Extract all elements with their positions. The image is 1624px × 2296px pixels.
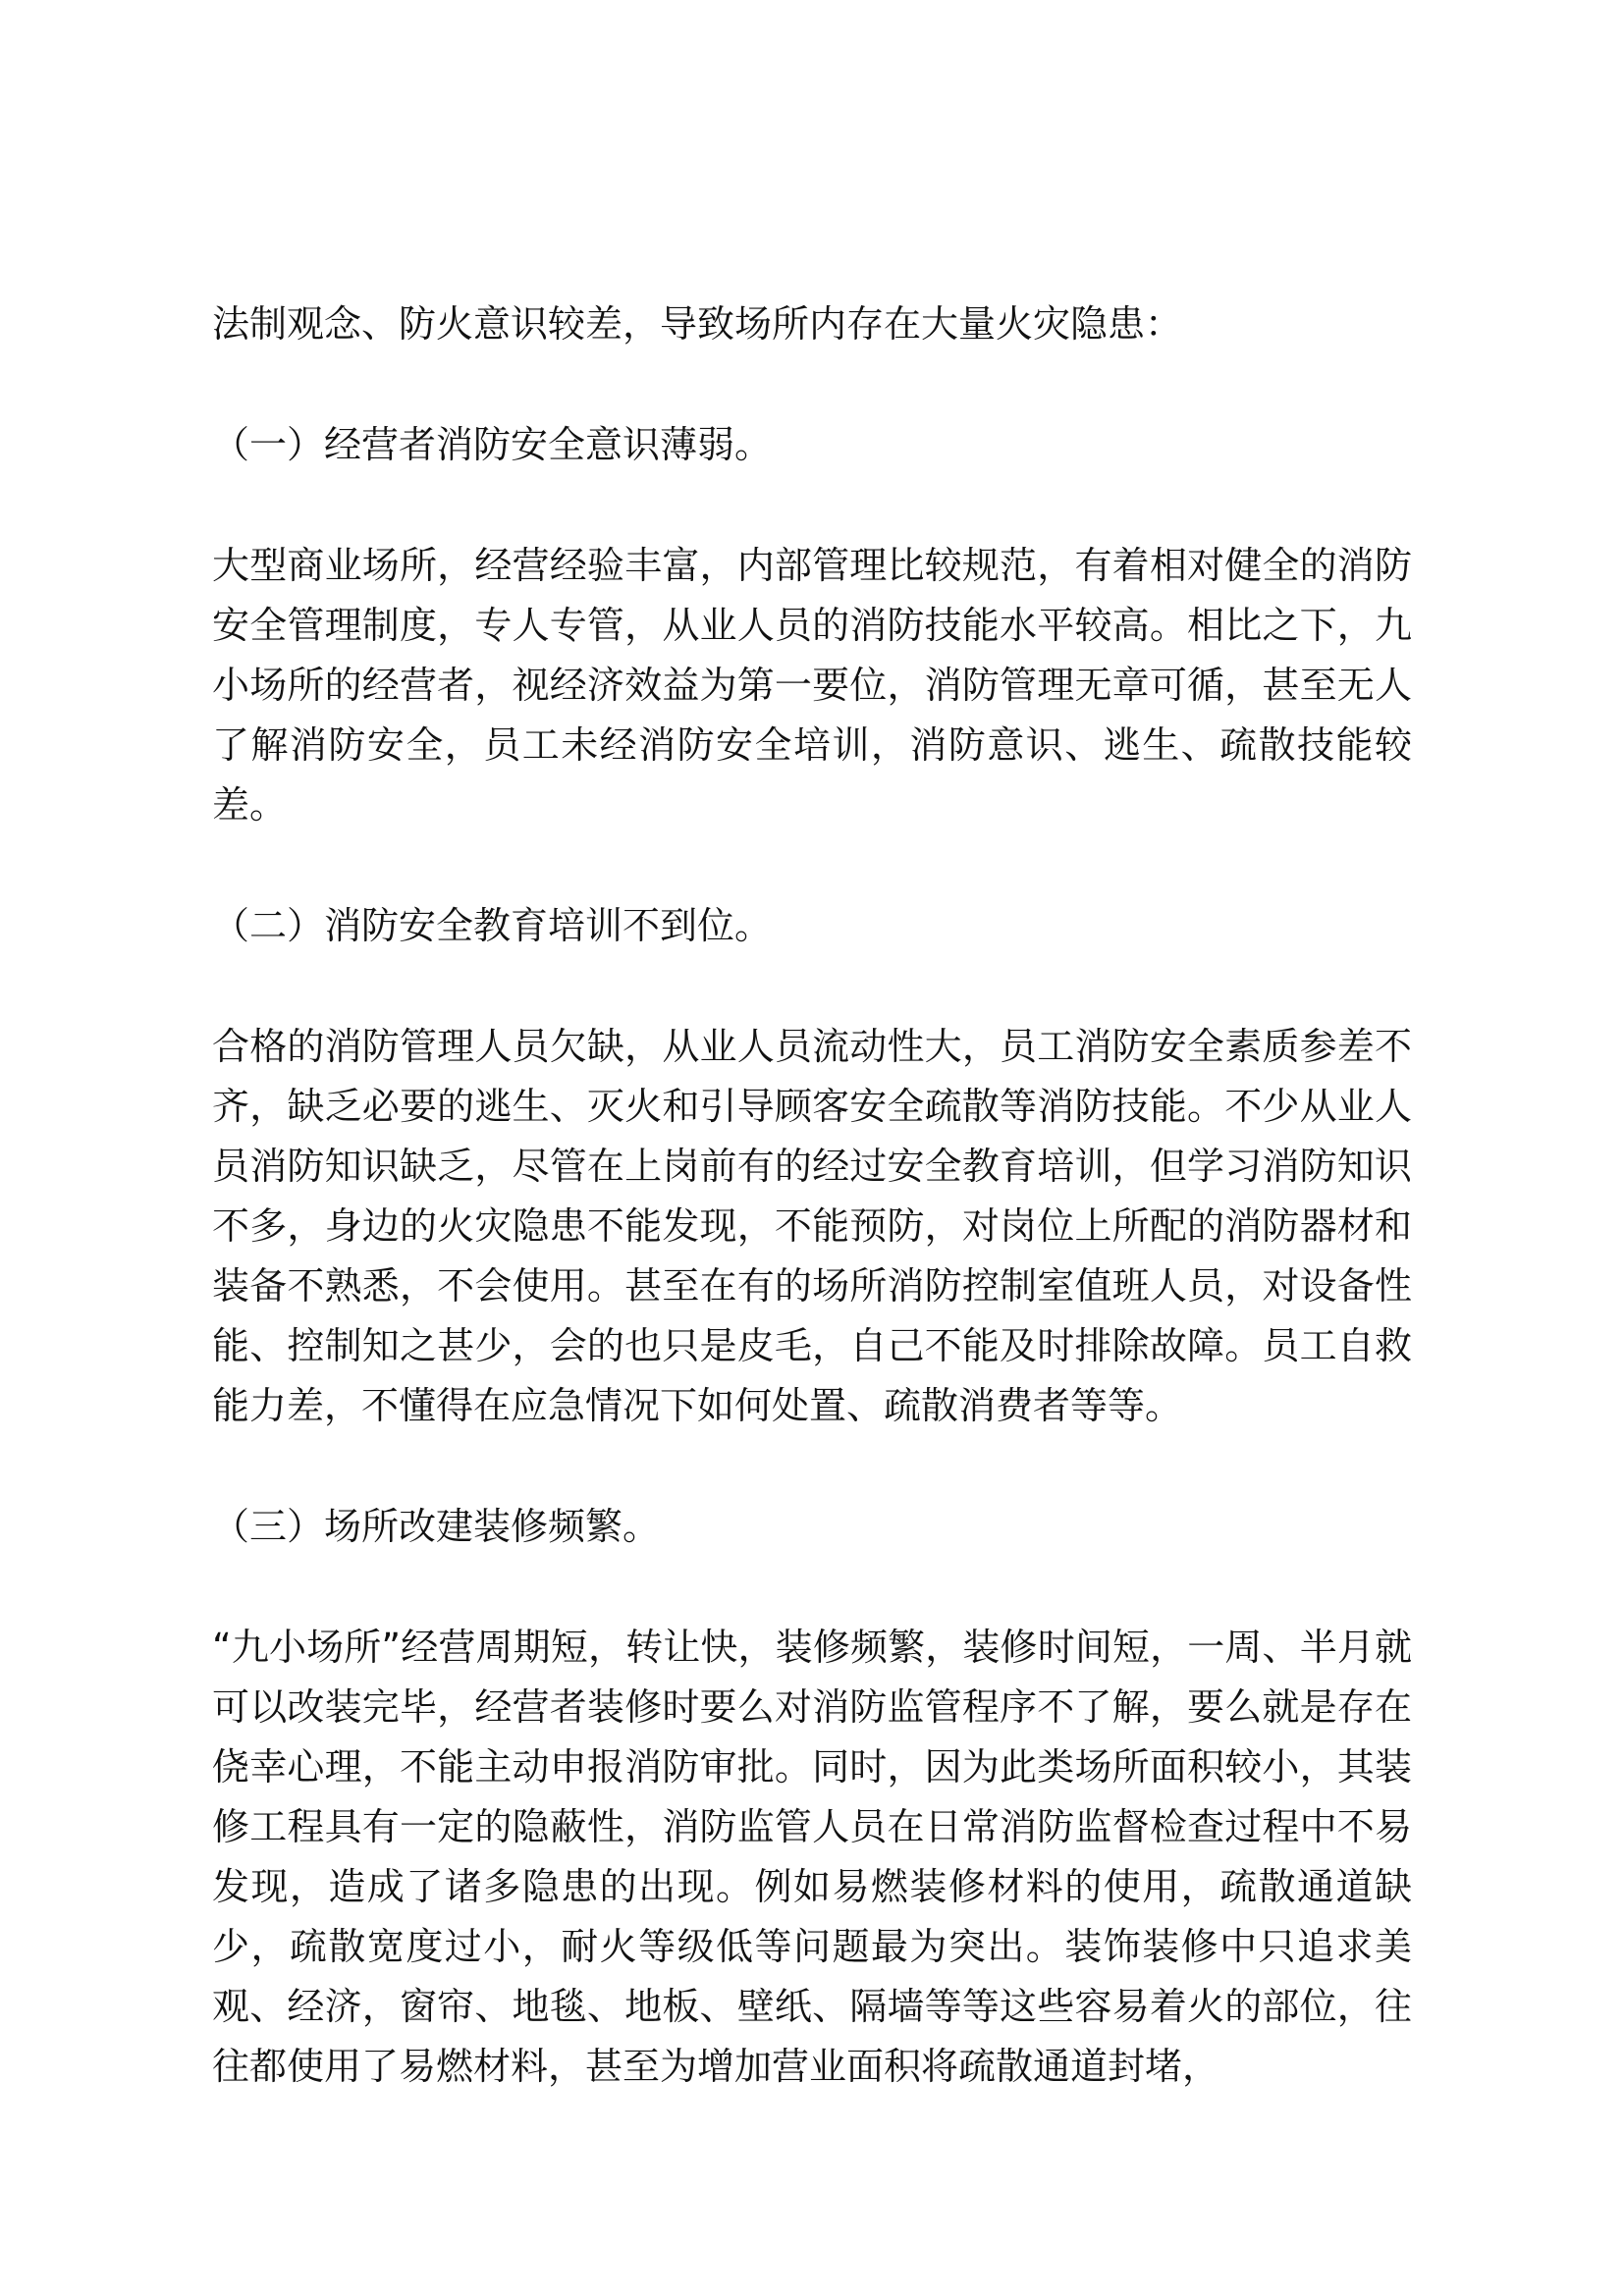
section-heading-1: （一）经营者消防安全意识薄弱。 xyxy=(212,423,773,466)
spacer xyxy=(212,354,1412,415)
section-paragraph-3: “九小场所”经营周期短，转让快，装修频繁，装修时间短，一周、半月就可以改装完毕，经营者装修时要么对消防监管程序不了解，要么就是存在侥幸心理，不能主动申报消防审批。同时，因为此类场所面积较小，其装修工程具有一定的隐蔽性，消防监管人员在日常消防监督检查过程中不易发现，造成了诸多隐患的出现。例如易燃装修材料的使用，疏散通道缺少，疏散宽度过小，耐火等级低等问题最为突出。装饰装修中只追求美观、经济，窗帘、地毯、地板、壁纸、隔墙等等这些容易着火的部位，往往都使用了易燃材料，甚至为增加营业面积将疏散通道封堵， xyxy=(212,1626,1412,2088)
lead-paragraph: 法制观念、防火意识较差，导致场所内存在大量火灾隐患： xyxy=(212,302,1183,346)
spacer xyxy=(212,1557,1412,1618)
document-body xyxy=(212,294,1412,2097)
spacer xyxy=(212,1436,1412,1497)
spacer xyxy=(212,956,1412,1017)
spacer xyxy=(212,835,1412,896)
section-heading-2: （二）消防安全教育培训不到位。 xyxy=(212,904,773,947)
section-paragraph-2: 合格的消防管理人员欠缺，从业人员流动性大，员工消防安全素质参差不齐，缺乏必要的逃生、灭火和引导顾客安全疏散等消防技能。不少从业人员消防知识缺乏，尽管在上岗前有的经过安全教育培训，但学习消防知识不多，身边的火灾隐患不能发现，不能预防，对岗位上所配的消防器材和装备不熟悉，不会使用。甚至在有的场所消防控制室值班人员，对设备性能、控制知之甚少，会的也只是皮毛，自己不能及时排除故障。员工自救能力差，不懂得在应急情况下如何处置、疏散消费者等等。 xyxy=(212,1025,1412,1427)
section-heading-3: （三）场所改建装修频繁。 xyxy=(212,1505,661,1548)
spacer xyxy=(212,475,1412,536)
section-paragraph-1: 大型商业场所，经营经验丰富，内部管理比较规范，有着相对健全的消防安全管理制度，专人专管，从业人员的消防技能水平较高。相比之下，九小场所的经营者，视经济效益为第一要位，消防管理无章可循，甚至无人了解消防安全，员工未经消防安全培训，消防意识、逃生、疏散技能较差。 xyxy=(212,544,1412,827)
